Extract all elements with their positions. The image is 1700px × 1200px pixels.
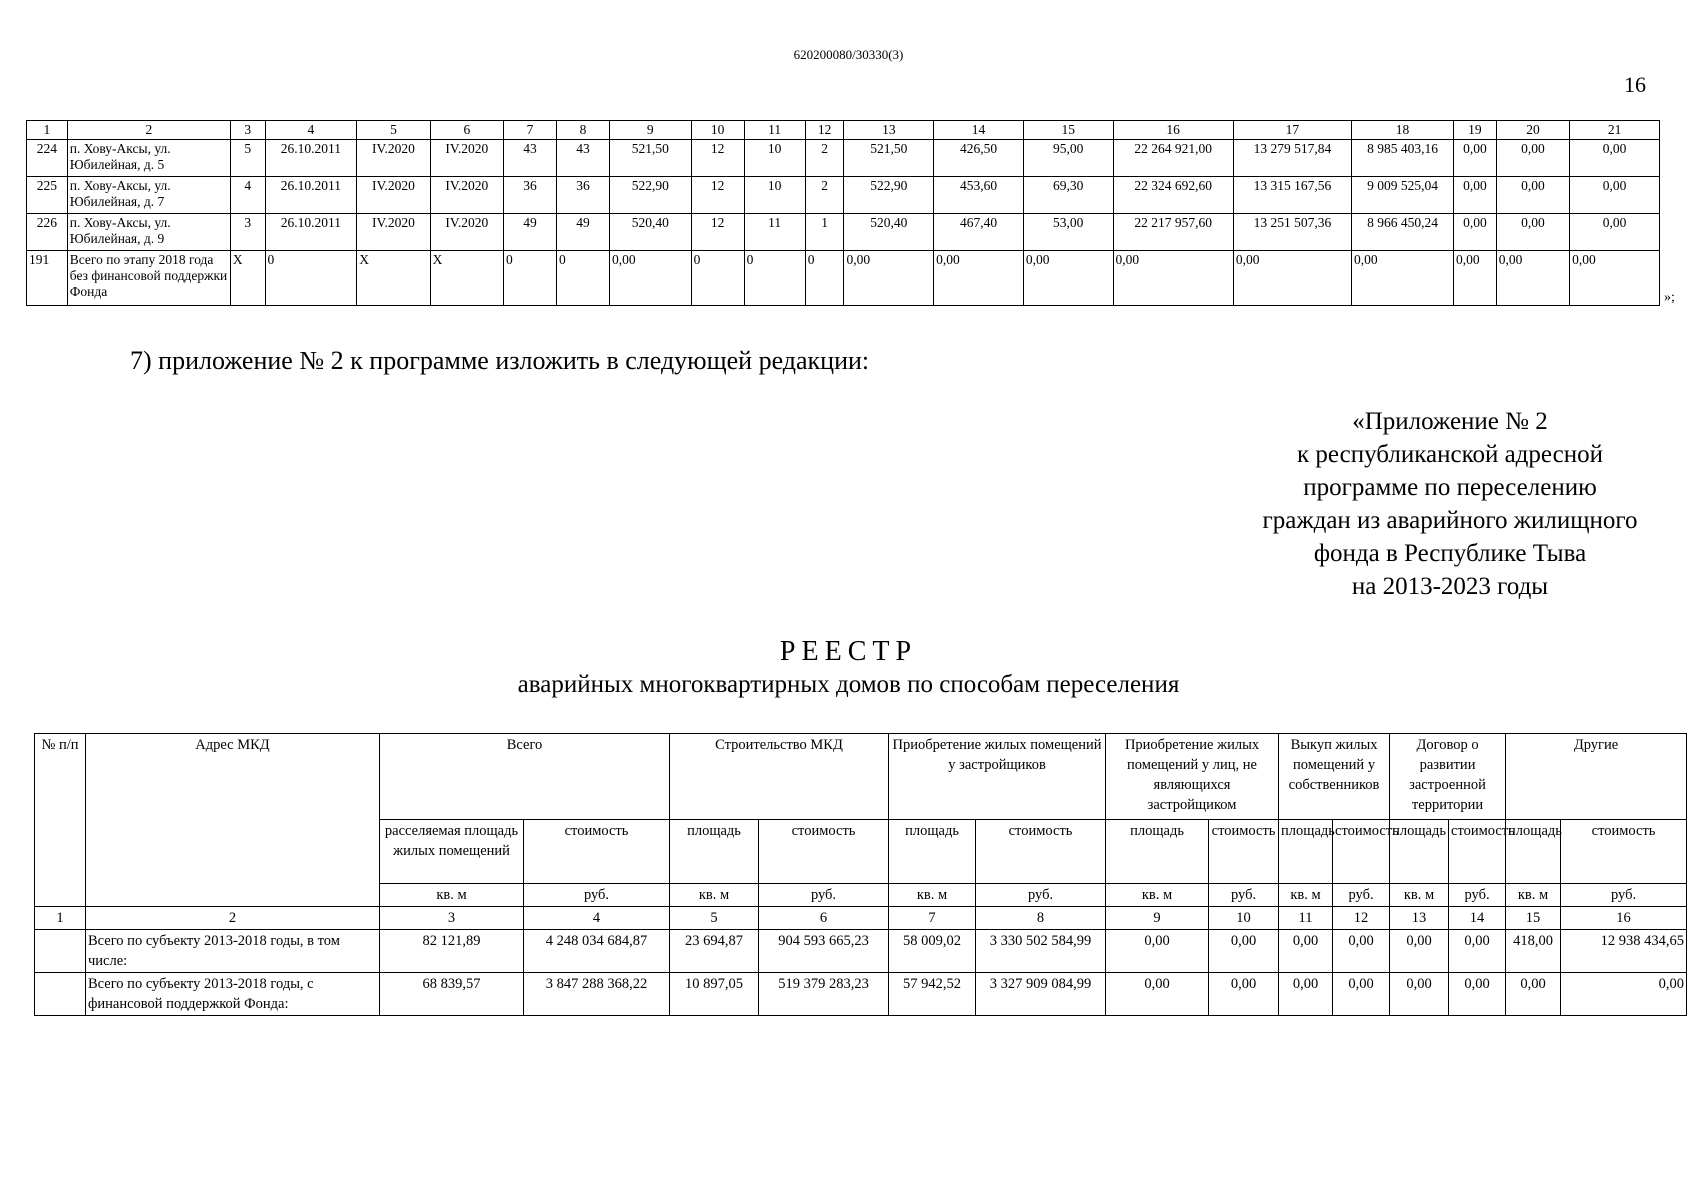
sub-header: стоимость: [1561, 820, 1687, 884]
table-cell: 12: [691, 140, 744, 177]
column-number: 4: [265, 121, 357, 140]
table-row: [27, 251, 1660, 306]
table-cell: 57 942,52: [889, 973, 976, 1016]
registry-title: РЕЕСТР: [779, 636, 918, 667]
table-cell: 12 938 434,65: [1561, 930, 1687, 973]
appendix-heading: [1200, 405, 1700, 603]
table-cell: 225: [27, 177, 68, 214]
table-cell: 22 264 921,00: [1113, 140, 1233, 177]
table-cell: 0,00: [1352, 251, 1454, 306]
table-cell: п. Хову-Аксы, ул. Юбилейная, д. 7: [67, 177, 230, 214]
table-cell: 43: [504, 140, 557, 177]
col-address-header: Адрес МКД: [86, 734, 380, 907]
table-cell: IV.2020: [357, 140, 430, 177]
sub-header: площадь: [670, 820, 759, 884]
table-cell: 0,00: [1496, 177, 1569, 214]
table-cell: 43: [557, 140, 610, 177]
table-row: [27, 214, 1660, 251]
table-cell: 23 694,87: [670, 930, 759, 973]
table-cell: 520,40: [844, 214, 934, 251]
table-cell: 904 593 665,23: [759, 930, 889, 973]
column-number: 1: [35, 907, 86, 930]
table-cell: 36: [557, 177, 610, 214]
unit-cell: кв. м: [1390, 884, 1449, 907]
group-buy-developer-header: Приобретение жилых помещений у застройщиков: [889, 734, 1106, 820]
table-cell: 0,00: [1453, 251, 1496, 306]
sub-header: стоимость: [1449, 820, 1506, 884]
table-cell: 0,00: [1561, 973, 1687, 1016]
column-number: 16: [1561, 907, 1687, 930]
table-cell: 1: [805, 214, 844, 251]
group-buyout-header: Выкуп жилых помещений у собственников: [1279, 734, 1390, 820]
table-cell: 0,00: [1113, 251, 1233, 306]
table-cell: IV.2020: [430, 177, 503, 214]
table-cell: Всего по субъекту 2013-2018 годы, в том числе:: [86, 930, 380, 973]
column-number: 9: [1106, 907, 1209, 930]
table-cell: [35, 973, 86, 1016]
table-cell: 12: [691, 177, 744, 214]
column-number: 4: [524, 907, 670, 930]
column-number: 7: [504, 121, 557, 140]
table-cell: 11: [744, 214, 805, 251]
table-cell: 0,00: [1449, 973, 1506, 1016]
table-cell: 0,00: [844, 251, 934, 306]
table-cell: 0,00: [1106, 973, 1209, 1016]
table-cell: 12: [691, 214, 744, 251]
table-cell: 0,00: [1453, 177, 1496, 214]
sub-header: расселяемая площадь жилых помещений: [380, 820, 524, 884]
column-number: 14: [1449, 907, 1506, 930]
table-cell: 2: [805, 140, 844, 177]
column-number: 21: [1570, 121, 1660, 140]
table-cell: 49: [557, 214, 610, 251]
table-cell: 13 251 507,36: [1233, 214, 1351, 251]
appendix-line: программе по переселению: [1303, 474, 1597, 501]
table-cell: 0,00: [1453, 140, 1496, 177]
table-cell: 3 330 502 584,99: [976, 930, 1106, 973]
table-cell: 0,00: [1496, 251, 1569, 306]
table-cell: 0,00: [1390, 930, 1449, 973]
column-number: 2: [67, 121, 230, 140]
table-cell: п. Хову-Аксы, ул. Юбилейная, д. 5: [67, 140, 230, 177]
document-id: 620200080/30330(3): [793, 47, 904, 62]
table-cell: 4: [230, 177, 265, 214]
table-cell: 0,00: [1106, 930, 1209, 973]
unit-cell: кв. м: [1279, 884, 1333, 907]
table-cell: 522,90: [844, 177, 934, 214]
table-cell: 0,00: [934, 251, 1024, 306]
column-number: 11: [744, 121, 805, 140]
table-cell: 36: [504, 177, 557, 214]
table-cell: 0,00: [1023, 251, 1113, 306]
table-cell: 3: [230, 214, 265, 251]
table-cell: 22 217 957,60: [1113, 214, 1233, 251]
appendix-line: к республиканской адресной: [1297, 441, 1603, 468]
table-cell: 0,00: [1506, 973, 1561, 1016]
group-total-header: Всего: [380, 734, 670, 820]
table-cell: Всего по субъекту 2013-2018 годы, с финансовой поддержкой Фонда:: [86, 973, 380, 1016]
column-number: 3: [230, 121, 265, 140]
houses-table: [26, 120, 1660, 306]
page-number: 16: [1624, 72, 1646, 97]
table-row: [35, 973, 1687, 1016]
amendment-paragraph: 7) приложение № 2 к программе изложить в следующей редакции:: [130, 346, 870, 375]
sub-header: площадь: [1279, 820, 1333, 884]
registry-subtitle: аварийных многоквартирных домов по способам переселения: [517, 671, 1180, 698]
table-cell: 0,00: [1570, 214, 1660, 251]
table-cell: 0,00: [1233, 251, 1351, 306]
table-cell: 53,00: [1023, 214, 1113, 251]
table-cell: 0: [805, 251, 844, 306]
unit-cell: кв. м: [670, 884, 759, 907]
table-cell: 0,00: [1209, 973, 1279, 1016]
table-cell: 519 379 283,23: [759, 973, 889, 1016]
table-cell: 520,40: [610, 214, 692, 251]
sub-header: стоимость: [1209, 820, 1279, 884]
table-cell: 191: [27, 251, 68, 306]
column-number: 15: [1023, 121, 1113, 140]
appendix-line: граждан из аварийного жилищного: [1262, 507, 1638, 534]
table-cell: 22 324 692,60: [1113, 177, 1233, 214]
sub-header: стоимость: [976, 820, 1106, 884]
table-cell: 10 897,05: [670, 973, 759, 1016]
table-cell: 26.10.2011: [265, 140, 357, 177]
table-cell: 49: [504, 214, 557, 251]
table-cell: 0,00: [1333, 930, 1390, 973]
table-cell: 95,00: [1023, 140, 1113, 177]
unit-cell: руб.: [759, 884, 889, 907]
unit-cell: руб.: [976, 884, 1106, 907]
sub-header: площадь: [889, 820, 976, 884]
unit-cell: руб.: [1209, 884, 1279, 907]
table-cell: 0,00: [1570, 177, 1660, 214]
column-number: 3: [380, 907, 524, 930]
sub-header: стоимость: [524, 820, 670, 884]
unit-cell: кв. м: [889, 884, 976, 907]
column-number: 16: [1113, 121, 1233, 140]
sub-header: площадь: [1106, 820, 1209, 884]
column-number: 5: [670, 907, 759, 930]
unit-cell: руб.: [1333, 884, 1390, 907]
column-number: 8: [557, 121, 610, 140]
table-cell: 467,40: [934, 214, 1024, 251]
table-cell: 0,00: [1496, 214, 1569, 251]
group-other-header: Другие: [1506, 734, 1687, 820]
table-cell: 58 009,02: [889, 930, 976, 973]
table-cell: 0,00: [1449, 930, 1506, 973]
column-number: 2: [86, 907, 380, 930]
table-cell: 0,00: [1209, 930, 1279, 973]
table-cell: 0: [691, 251, 744, 306]
unit-cell: руб.: [1449, 884, 1506, 907]
table-cell: 0,00: [1390, 973, 1449, 1016]
column-number: 20: [1496, 121, 1569, 140]
column-number: 7: [889, 907, 976, 930]
appendix-line: на 2013-2023 годы: [1351, 573, 1549, 600]
table-cell: 0,00: [1496, 140, 1569, 177]
table-cell: IV.2020: [430, 214, 503, 251]
table-row: [27, 140, 1660, 177]
table-cell: 5: [230, 140, 265, 177]
quote-end: »;: [1664, 290, 1675, 305]
group-buy-nondeveloper-header: Приобретение жилых помещений у лиц, не являющихся застройщиком: [1106, 734, 1279, 820]
table-cell: IV.2020: [430, 140, 503, 177]
table-cell: 0,00: [1570, 251, 1660, 306]
column-number: 17: [1233, 121, 1351, 140]
column-number: 10: [1209, 907, 1279, 930]
table-cell: 522,90: [610, 177, 692, 214]
column-number: 13: [844, 121, 934, 140]
table-cell: 68 839,57: [380, 973, 524, 1016]
table-cell: 0,00: [1570, 140, 1660, 177]
unit-cell: кв. м: [1106, 884, 1209, 907]
table-cell: [35, 930, 86, 973]
column-number: 18: [1352, 121, 1454, 140]
unit-cell: руб.: [1561, 884, 1687, 907]
table-cell: IV.2020: [357, 214, 430, 251]
table-cell: 0: [744, 251, 805, 306]
column-number: 19: [1453, 121, 1496, 140]
table-cell: 0,00: [1453, 214, 1496, 251]
unit-cell: руб.: [524, 884, 670, 907]
table-cell: X: [357, 251, 430, 306]
table-cell: 521,50: [610, 140, 692, 177]
sub-header: стоимость: [1333, 820, 1390, 884]
table-cell: 10: [744, 177, 805, 214]
table-cell: 13 315 167,56: [1233, 177, 1351, 214]
unit-cell: кв. м: [380, 884, 524, 907]
column-number: 8: [976, 907, 1106, 930]
column-number: 1: [27, 121, 68, 140]
table-cell: 0: [504, 251, 557, 306]
sub-header: стоимость: [759, 820, 889, 884]
table-cell: X: [230, 251, 265, 306]
column-number: 13: [1390, 907, 1449, 930]
column-number: 12: [805, 121, 844, 140]
column-number: 6: [759, 907, 889, 930]
table-cell: 4 248 034 684,87: [524, 930, 670, 973]
column-number: 5: [357, 121, 430, 140]
column-number: 6: [430, 121, 503, 140]
sub-header: площадь: [1506, 820, 1561, 884]
table-cell: 521,50: [844, 140, 934, 177]
column-number: 11: [1279, 907, 1333, 930]
table-row: [35, 930, 1687, 973]
table-cell: 26.10.2011: [265, 214, 357, 251]
table-cell: 8 966 450,24: [1352, 214, 1454, 251]
table-cell: 0: [557, 251, 610, 306]
group-contract-header: Договор о развитии застроенной территории: [1390, 734, 1506, 820]
column-number: 14: [934, 121, 1024, 140]
table-cell: 0,00: [1279, 973, 1333, 1016]
table-cell: IV.2020: [357, 177, 430, 214]
table-cell: 453,60: [934, 177, 1024, 214]
registry-table: [34, 733, 1687, 1016]
appendix-line: «Приложение № 2: [1352, 408, 1548, 435]
table-cell: 2: [805, 177, 844, 214]
appendix-line: фонда в Республике Тыва: [1313, 540, 1587, 567]
table-cell: 0,00: [1333, 973, 1390, 1016]
group-build-header: Строительство МКД: [670, 734, 889, 820]
column-number: 12: [1333, 907, 1390, 930]
table-row: [27, 177, 1660, 214]
table-cell: 8 985 403,16: [1352, 140, 1454, 177]
column-number: 15: [1506, 907, 1561, 930]
column-number: 9: [610, 121, 692, 140]
sub-header: площадь: [1390, 820, 1449, 884]
table-cell: Всего по этапу 2018 года без финансовой поддержки Фонда: [67, 251, 230, 306]
table-cell: 224: [27, 140, 68, 177]
table-cell: 3 327 909 084,99: [976, 973, 1106, 1016]
table-cell: 0,00: [610, 251, 692, 306]
column-number: 10: [691, 121, 744, 140]
table-cell: 69,30: [1023, 177, 1113, 214]
table-cell: 3 847 288 368,22: [524, 973, 670, 1016]
table-cell: п. Хову-Аксы, ул. Юбилейная, д. 9: [67, 214, 230, 251]
table-cell: 9 009 525,04: [1352, 177, 1454, 214]
table-cell: 82 121,89: [380, 930, 524, 973]
col-num-header: № п/п: [35, 734, 86, 907]
table-cell: 426,50: [934, 140, 1024, 177]
table-cell: X: [430, 251, 503, 306]
table-cell: 226: [27, 214, 68, 251]
table-cell: 0,00: [1279, 930, 1333, 973]
table-cell: 13 279 517,84: [1233, 140, 1351, 177]
table-cell: 418,00: [1506, 930, 1561, 973]
table-cell: 0: [265, 251, 357, 306]
table-cell: 10: [744, 140, 805, 177]
table-cell: 26.10.2011: [265, 177, 357, 214]
unit-cell: кв. м: [1506, 884, 1561, 907]
